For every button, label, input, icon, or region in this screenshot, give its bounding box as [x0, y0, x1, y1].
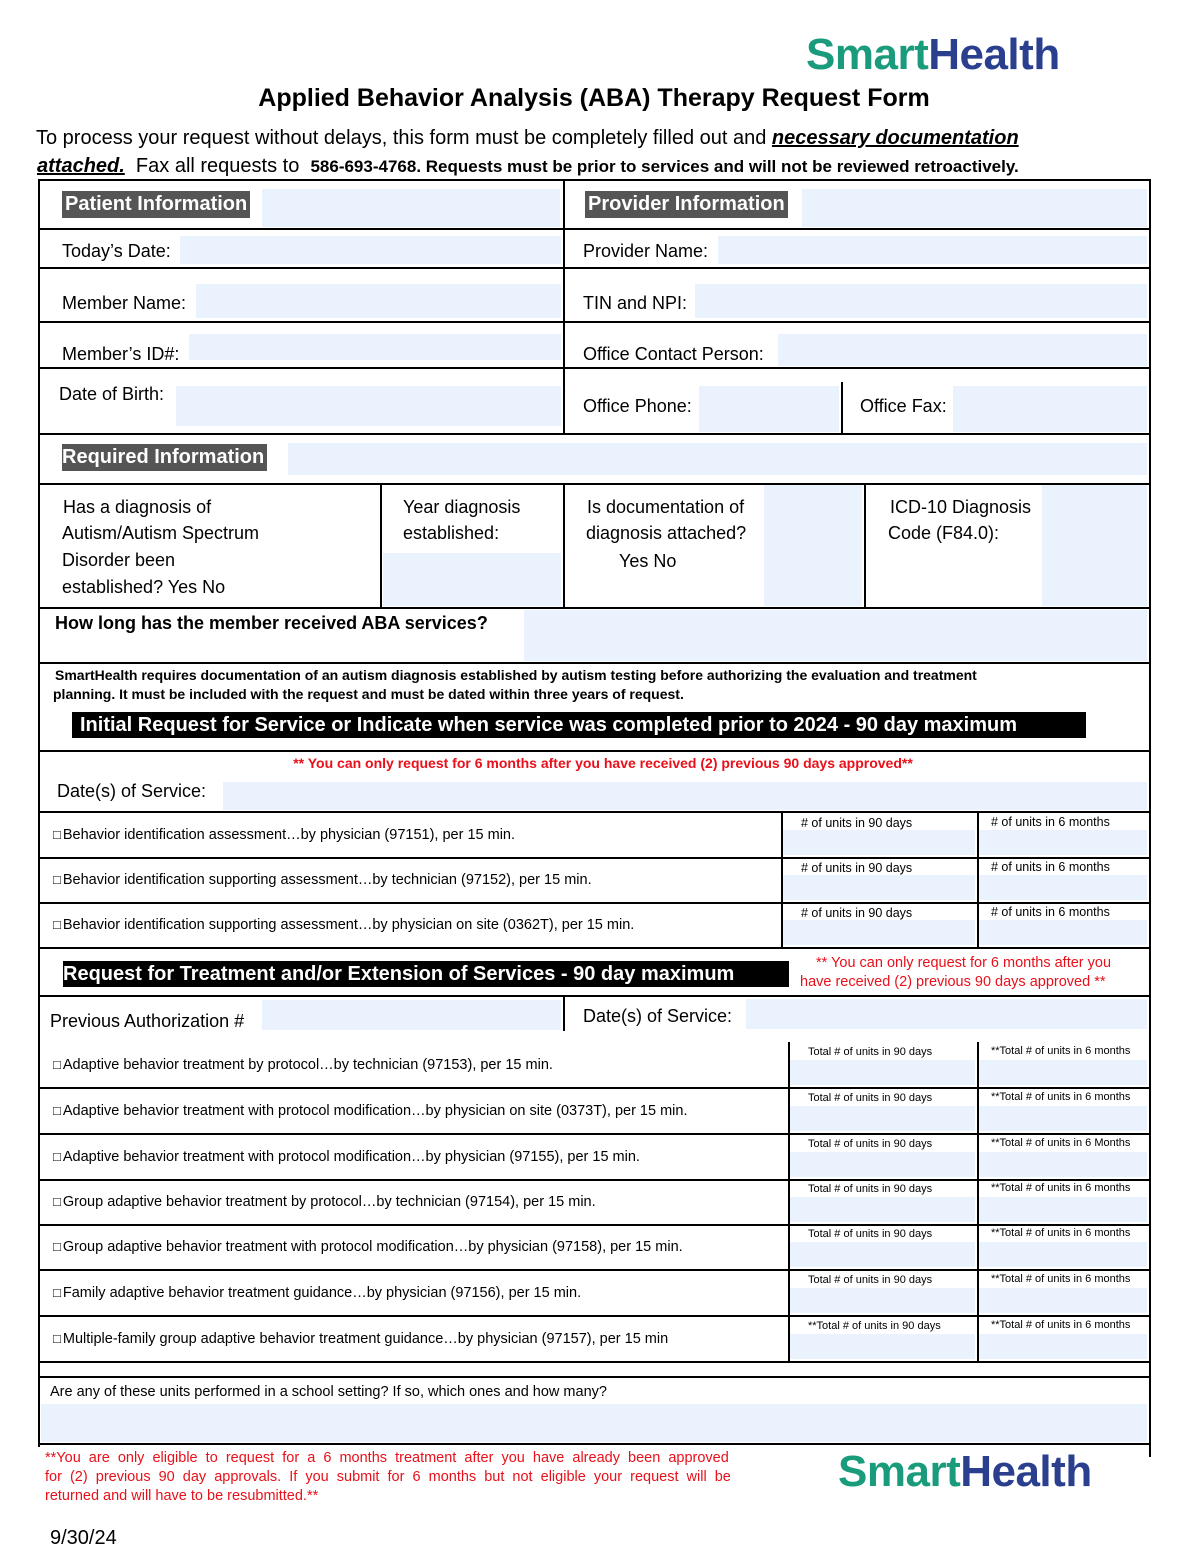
- intro-line-1: [36, 127, 1019, 150]
- phone-fax-divider: [841, 382, 843, 434]
- doc-attached-line2: diagnosis attached?: [586, 523, 747, 543]
- year-diag-line1: Year diagnosis: [403, 497, 521, 517]
- treatment-units-6mo-field[interactable]: [979, 1197, 1147, 1222]
- initial-dates-label: Date(s) of Service:: [57, 781, 207, 801]
- row-divider: [38, 1361, 1151, 1363]
- logo-health: Health: [928, 30, 1060, 79]
- eligibility-line1: **You are only eligible to request for a 6 months treatment after you have already been approved: [45, 1450, 729, 1466]
- office-phone-label: Office Phone:: [583, 396, 692, 416]
- treatment-units-90-label: Total # of units in 90 days: [808, 1228, 933, 1240]
- patient-provider-divider: [563, 179, 565, 434]
- treatment-service-row[interactable]: [53, 1057, 553, 1073]
- treatment-units-90-label: Total # of units in 90 days: [808, 1138, 933, 1150]
- treatment-units-90-field[interactable]: [790, 1288, 975, 1313]
- logo-smart: Smart: [838, 1447, 961, 1496]
- treatment-warning-line2: have received (2) previous 90 days approved **: [800, 974, 1106, 990]
- table-right-border: [1149, 179, 1151, 1457]
- office-fax-field[interactable]: [953, 386, 1147, 432]
- treatment-service-label: Group adaptive behavior treatment by protocol…by technician (97154), per 15 min.: [62, 1193, 596, 1210]
- tin-npi-label: TIN and NPI:: [583, 293, 688, 313]
- form-date: 9/30/24: [50, 1527, 117, 1549]
- provider-header-field[interactable]: [802, 189, 1147, 227]
- treatment-service-label: Family adaptive behavior treatment guidance…by physician (97156), per 15 min.: [62, 1284, 582, 1301]
- doc-attached-yes-no: Yes No: [619, 551, 677, 571]
- treatment-units-6mo-field[interactable]: [979, 1334, 1147, 1359]
- initial-units-90-field[interactable]: [783, 875, 975, 900]
- smarthealth-logo-footer: [838, 1447, 1092, 1497]
- doc-attached-field[interactable]: [764, 485, 862, 606]
- col-divider: [380, 483, 382, 608]
- row-divider: [38, 995, 1151, 997]
- checkbox[interactable]: □: [53, 1102, 61, 1118]
- icd-code-field[interactable]: [1042, 485, 1147, 606]
- row-divider: [38, 1443, 1151, 1445]
- treatment-service-label: Adaptive behavior treatment with protocol modification…by physician (97155), per 15 min.: [62, 1148, 640, 1165]
- provider-name-label: Provider Name:: [583, 241, 709, 261]
- treatment-header: Request for Treatment and/or Extension of Services - 90 day maximum: [63, 961, 789, 987]
- initial-units-90-label: # of units in 90 days: [801, 861, 913, 875]
- member-id-label: Member’s ID#:: [62, 344, 180, 364]
- office-contact-field[interactable]: [778, 334, 1147, 366]
- row-divider: [38, 483, 1151, 485]
- required-header-field[interactable]: [288, 443, 1147, 475]
- intro-retro: Requests must be prior to services and will not be reviewed retroactively.: [421, 157, 1019, 176]
- treatment-service-label: Multiple-family group adaptive behavior treatment guidance…by physician (97157), per 15 min: [62, 1330, 669, 1347]
- table-top-border: [38, 179, 1151, 181]
- how-long-label: How long has the member received ABA services?: [55, 613, 488, 633]
- treatment-units-6mo-field[interactable]: [979, 1242, 1147, 1267]
- member-name-label: Member Name:: [62, 293, 187, 313]
- treatment-units-90-label: Total # of units in 90 days: [808, 1183, 933, 1195]
- treatment-units-90-field[interactable]: [790, 1106, 975, 1131]
- treatment-units-6mo-label: **Total # of units in 6 months: [991, 1319, 1131, 1331]
- intro-text: To process your request without delays, this form must be completely filled out and: [36, 127, 772, 149]
- treatment-units-6mo-label: **Total # of units in 6 months: [991, 1045, 1131, 1057]
- initial-service-label: Behavior identification supporting assessment…by technician (97152), per 15 min.: [62, 871, 592, 888]
- checkbox[interactable]: □: [53, 916, 61, 932]
- row-divider: [38, 1179, 1151, 1181]
- treatment-service-row[interactable]: [53, 1331, 668, 1347]
- row-divider: [38, 1315, 1151, 1317]
- treatment-units-6mo-label: **Total # of units in 6 months: [991, 1273, 1131, 1285]
- year-diag-line2: established:: [403, 523, 500, 543]
- prev-auth-field[interactable]: [262, 1000, 561, 1030]
- patient-header-field[interactable]: [262, 189, 560, 227]
- row-divider: [38, 1133, 1151, 1135]
- treatment-service-label: Adaptive behavior treatment with protocol modification…by physician on site (0373T), per 15 min.: [62, 1102, 688, 1119]
- autism-notice-line1: SmartHealth requires documentation of an autism diagnosis established by autism testing before authorizing the evaluation and treatment: [55, 667, 977, 683]
- todays-date-label: Today’s Date:: [62, 241, 171, 261]
- treatment-dates-label: Date(s) of Service:: [583, 1006, 733, 1026]
- col-divider: [563, 483, 565, 608]
- row-divider: [38, 1269, 1151, 1271]
- checkbox[interactable]: □: [53, 1056, 61, 1072]
- treatment-warning-line1: ** You can only request for 6 months after you: [816, 955, 1112, 971]
- initial-units-90-label: # of units in 90 days: [801, 816, 913, 830]
- treatment-units-90-field[interactable]: [790, 1242, 975, 1267]
- row-divider: [38, 607, 1151, 609]
- initial-service-row[interactable]: [53, 917, 634, 933]
- row-divider: [38, 1224, 1151, 1226]
- year-diag-field[interactable]: [383, 553, 561, 606]
- treatment-units-90-field[interactable]: [790, 1334, 975, 1359]
- treatment-units-6mo-label: **Total # of units in 6 months: [991, 1227, 1131, 1239]
- initial-units-90-label: # of units in 90 days: [801, 906, 913, 920]
- checkbox[interactable]: □: [53, 1193, 61, 1209]
- initial-units-90-field[interactable]: [783, 830, 975, 855]
- diagnosis-q-line1: Has a diagnosis of: [63, 497, 212, 517]
- office-fax-label: Office Fax:: [860, 396, 947, 416]
- provider-name-field[interactable]: [718, 236, 1147, 264]
- row-divider: [38, 811, 1151, 813]
- row-divider: [38, 433, 1151, 435]
- office-phone-field[interactable]: [699, 386, 839, 432]
- initial-dates-field[interactable]: [223, 782, 1147, 810]
- initial-units-90-field[interactable]: [783, 920, 975, 945]
- treatment-units-90-field[interactable]: [790, 1060, 975, 1085]
- treatment-units-6mo-label: **Total # of units in 6 months: [991, 1182, 1131, 1194]
- row-divider: [38, 321, 1151, 323]
- checkbox[interactable]: □: [53, 826, 61, 842]
- col-divider: [563, 995, 565, 1031]
- autism-notice-line2: planning. It must be included with the request and must be dated within three years of request.: [53, 686, 684, 702]
- initial-units-6mo-field[interactable]: [979, 875, 1147, 900]
- table-left-border: [38, 179, 40, 1447]
- member-name-field[interactable]: [196, 284, 561, 318]
- treatment-units-90-field[interactable]: [790, 1152, 975, 1177]
- initial-service-label: Behavior identification assessment…by physician (97151), per 15 min.: [62, 826, 516, 843]
- dob-field[interactable]: [176, 386, 561, 426]
- smarthealth-logo: [806, 30, 1060, 80]
- school-answer-field[interactable]: [41, 1404, 1147, 1442]
- office-contact-label: Office Contact Person:: [583, 344, 764, 364]
- initial-units-6mo-field[interactable]: [979, 920, 1147, 945]
- treatment-service-row[interactable]: [53, 1239, 683, 1255]
- treatment-units-90-label: Total # of units in 90 days: [808, 1092, 933, 1104]
- treatment-units-90-label: **Total # of units in 90 days: [808, 1320, 941, 1332]
- row-divider: [38, 750, 1151, 752]
- treatment-service-label: Group adaptive behavior treatment with protocol modification…by physician (97158), per 15 min.: [62, 1238, 683, 1255]
- treatment-service-row[interactable]: [53, 1149, 640, 1165]
- treatment-units-6mo-field[interactable]: [979, 1152, 1147, 1177]
- icd-line1: ICD-10 Diagnosis: [890, 497, 1032, 517]
- fax-number: 586-693-4768.: [310, 157, 422, 176]
- treatment-units-6mo-field[interactable]: [979, 1106, 1147, 1131]
- treatment-dates-field[interactable]: [746, 999, 1147, 1029]
- row-divider: [38, 662, 1151, 664]
- how-long-field[interactable]: [524, 610, 1147, 661]
- treatment-units-90-label: Total # of units in 90 days: [808, 1046, 933, 1058]
- row-divider: [38, 1376, 1151, 1378]
- treatment-units-6mo-field[interactable]: [979, 1060, 1147, 1085]
- intro-emphasis: necessary documentation: [771, 127, 1019, 149]
- row-divider: [38, 367, 1151, 369]
- treatment-units-6mo-label: **Total # of units in 6 months: [991, 1091, 1131, 1103]
- diagnosis-q-line3: Disorder been: [62, 550, 176, 570]
- col-divider: [864, 483, 866, 608]
- initial-units-6mo-label: # of units in 6 months: [991, 815, 1110, 829]
- intro-fax: Fax all requests to: [124, 155, 311, 177]
- diagnosis-q-line4: established? Yes No: [62, 577, 226, 597]
- checkbox[interactable]: □: [53, 1148, 61, 1164]
- dob-label: Date of Birth:: [59, 384, 165, 404]
- row-divider: [38, 267, 1151, 269]
- required-info-header: Required Information: [62, 444, 267, 471]
- prev-auth-label: Previous Authorization #: [50, 1011, 245, 1031]
- logo-health: Health: [960, 1447, 1092, 1496]
- initial-units-6mo-label: # of units in 6 months: [991, 860, 1110, 874]
- eligibility-line2: for (2) previous 90 day approvals. If you submit for 6 months but not eligible your request will be: [45, 1469, 731, 1485]
- initial-service-row[interactable]: [53, 872, 592, 888]
- initial-service-label: Behavior identification supporting assessment…by physician on site (0362T), per 15 min.: [62, 916, 635, 933]
- checkbox[interactable]: □: [53, 1284, 61, 1300]
- intro-line-2: [37, 155, 1019, 178]
- checkbox[interactable]: □: [53, 1330, 61, 1346]
- todays-date-field[interactable]: [180, 236, 561, 264]
- initial-warning: ** You can only request for 6 months after you have received (2) previous 90 days approved**: [293, 755, 913, 771]
- row-divider: [38, 857, 1151, 859]
- provider-info-header: Provider Information: [585, 191, 788, 218]
- member-id-field[interactable]: [189, 334, 561, 360]
- intro-attached: attached.: [37, 155, 125, 177]
- treatment-service-row[interactable]: [53, 1103, 687, 1119]
- treatment-units-6mo-field[interactable]: [979, 1288, 1147, 1313]
- patient-info-header: Patient Information: [62, 191, 250, 218]
- row-divider: [38, 947, 1151, 949]
- treatment-service-row[interactable]: [53, 1285, 581, 1301]
- row-divider: [38, 1087, 1151, 1089]
- treatment-units-6mo-label: **Total # of units in 6 Months: [991, 1137, 1131, 1149]
- treatment-units-90-field[interactable]: [790, 1197, 975, 1222]
- diagnosis-q-line2: Autism/Autism Spectrum: [62, 523, 260, 543]
- tin-npi-field[interactable]: [695, 284, 1147, 318]
- treatment-units-90-label: Total # of units in 90 days: [808, 1274, 933, 1286]
- icd-line2: Code (F84.0):: [888, 523, 1000, 543]
- initial-units-6mo-label: # of units in 6 months: [991, 905, 1110, 919]
- row-divider: [38, 228, 1151, 230]
- initial-service-row[interactable]: [53, 827, 515, 843]
- treatment-service-row[interactable]: [53, 1194, 596, 1210]
- form-title: Applied Behavior Analysis (ABA) Therapy Request Form: [258, 84, 930, 112]
- row-divider: [38, 902, 1151, 904]
- doc-attached-line1: Is documentation of: [587, 497, 745, 517]
- school-question: Are any of these units performed in a school setting? If so, which ones and how many?: [50, 1384, 607, 1400]
- initial-request-header: Initial Request for Service or Indicate when service was completed prior to 2024 - 90 day maximum: [72, 712, 1086, 738]
- checkbox[interactable]: □: [53, 1238, 61, 1254]
- checkbox[interactable]: □: [53, 871, 61, 887]
- initial-units-6mo-field[interactable]: [979, 830, 1147, 855]
- treatment-service-label: Adaptive behavior treatment by protocol…by technician (97153), per 15 min.: [62, 1056, 553, 1073]
- logo-smart: Smart: [806, 30, 929, 79]
- eligibility-line3: returned and will have to be resubmitted.**: [45, 1488, 319, 1504]
